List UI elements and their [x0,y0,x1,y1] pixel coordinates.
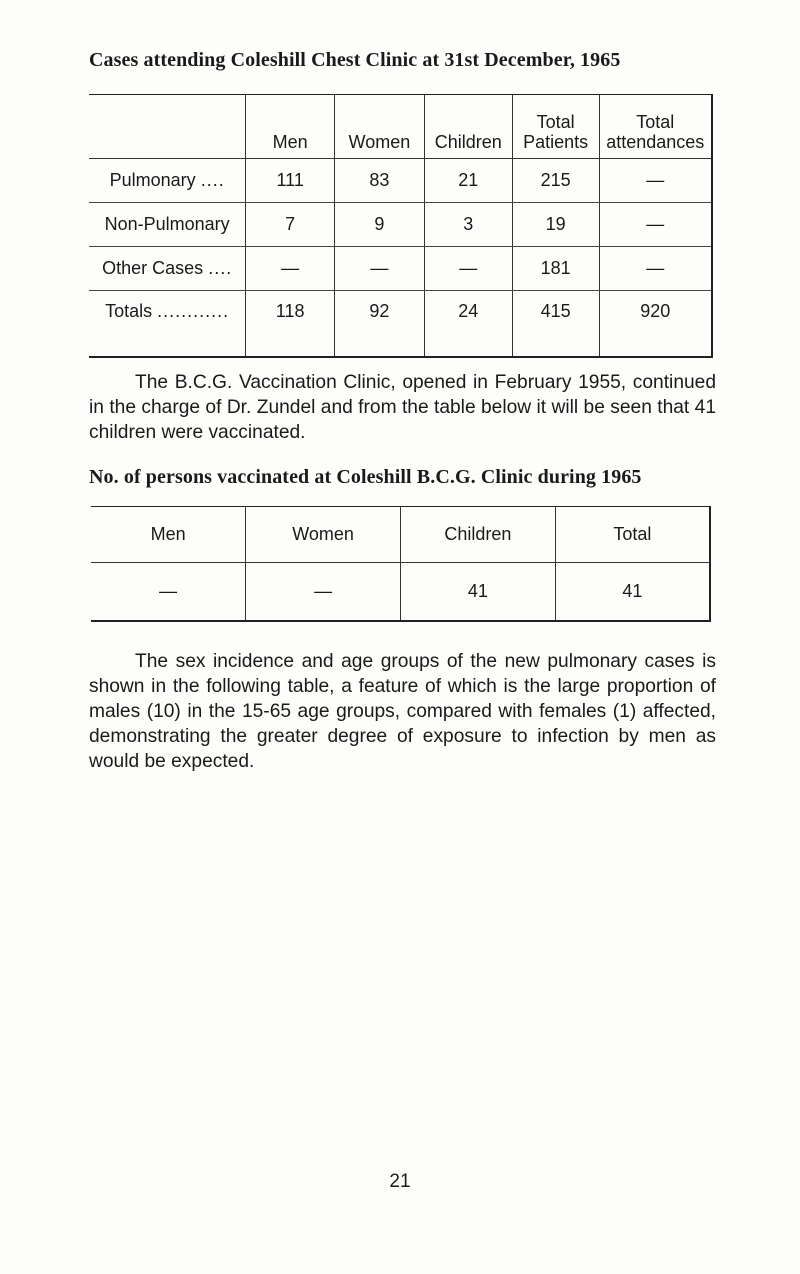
cell-women: — [334,247,424,291]
page-heading-cases: Cases attending Coleshill Chest Clinic at 31st December, 1965 [89,49,621,71]
header-total-patients-line-1: Total [536,112,575,132]
header-total-attendances [599,95,712,159]
cell-men: 118 [246,291,335,358]
cell-women: 92 [334,291,424,358]
row-label-text: Pulmonary [109,170,196,190]
header-men: Men [91,507,246,563]
page-number: 21 [389,1171,411,1192]
row-label-text: Other Cases [102,258,204,278]
cell-total-patients: 415 [512,291,599,358]
row-label-non-pulmonary [89,203,246,247]
cell-total-attendances: — [599,159,712,203]
table-row-totals [89,291,712,358]
row-label-text: Non-Pulmonary [104,214,230,234]
cell-total-patients: 181 [512,247,599,291]
vaccination-table-header-row [91,507,710,563]
row-label-pulmonary [89,159,246,203]
header-children: Children [400,507,555,563]
leader-dots: ............ [157,301,230,321]
cell-men: — [246,247,335,291]
row-label-text: Totals [105,301,153,321]
header-total: Total [555,507,710,563]
cell-children: 24 [424,291,512,358]
cell-total-attendances: — [599,247,712,291]
row-label-other-cases [89,247,246,291]
cell-children: 21 [424,159,512,203]
cell-women: 83 [334,159,424,203]
cell-total: 41 [555,563,710,622]
leader-dots: .... [200,170,225,190]
leader-dots: .... [208,258,233,278]
table-row-pulmonary [89,159,712,203]
cell-children: — [424,247,512,291]
cases-table [89,94,713,358]
paragraph-sex-incidence: The sex incidence and age groups of the new pulmonary cases is shown in the following table, a feature of which is the large proportion of males (10) in the 15-65 age groups, compared with females (1) affected, demonstrating the greater degree of exposure to infection by men as would be expected. [89,651,716,772]
cell-children: 3 [424,203,512,247]
cell-men: 7 [246,203,335,247]
cell-women: — [246,563,401,622]
header-blank [89,95,246,159]
page-heading-vaccinations: No. of persons vaccinated at Coleshill B.C.G. Clinic during 1965 [89,466,642,488]
header-women: Women [334,95,424,159]
header-total-patients-line-2: Patients [523,132,589,152]
vaccination-table [91,506,711,622]
header-total-patients [512,95,599,159]
cell-men: 111 [246,159,335,203]
cell-total-patients: 19 [512,203,599,247]
cell-total-attendances: — [599,203,712,247]
table-row [91,563,710,622]
cell-men: — [159,581,178,601]
header-total-attendances-line-1: Total [636,112,675,132]
cell-total-attendances: 920 [599,291,712,358]
header-total-attendances-line-2: attendances [606,132,705,152]
cell-children: 41 [400,563,555,622]
header-men: Men [246,95,335,159]
table-row-non-pulmonary [89,203,712,247]
cell-women: 9 [334,203,424,247]
table-row-other-cases [89,247,712,291]
row-label-totals [89,291,246,358]
cases-table-header-row [89,95,712,159]
paragraph-bcg-clinic: The B.C.G. Vaccination Clinic, opened in February 1955, continued in the charge of Dr. Zundel and from the table below it will be seen that 41 children were vaccinated. [89,372,716,443]
header-children: Children [424,95,512,159]
header-women: Women [246,507,401,563]
cell-total-patients: 215 [512,159,599,203]
